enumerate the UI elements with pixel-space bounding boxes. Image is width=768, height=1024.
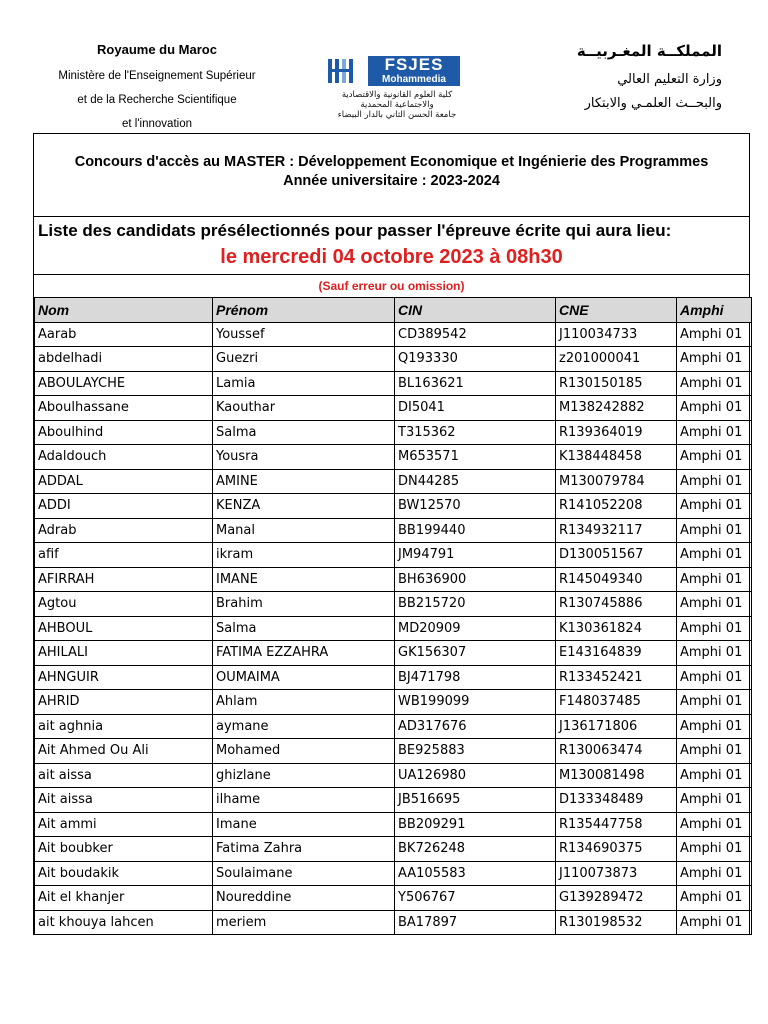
- cell-cne: R133452421: [556, 665, 677, 690]
- cell-cne: M138242882: [556, 396, 677, 421]
- table-row: [35, 592, 752, 617]
- cell-cne: K138448458: [556, 445, 677, 470]
- cell-cne: R141052208: [556, 494, 677, 519]
- ministry-line-1: Ministère de l'Enseignement Supérieur: [58, 70, 256, 82]
- list-title: Liste des candidats présélectionnés pour passer l'épreuve écrite qui aura lieu:: [38, 221, 672, 240]
- cell-cne: z201000041: [556, 347, 677, 372]
- cell-cin: BE925883: [395, 739, 556, 764]
- cell-cin: BB199440: [395, 518, 556, 543]
- cell-amphi: Amphi 01: [677, 518, 752, 543]
- cell-cin: BW12570: [395, 494, 556, 519]
- cell-cne: M130079784: [556, 469, 677, 494]
- cell-cin: BA17897: [395, 910, 556, 935]
- cell-cin: AD317676: [395, 714, 556, 739]
- cell-nom: ADDI: [35, 494, 213, 519]
- table-row: [35, 420, 752, 445]
- cell-amphi: Amphi 01: [677, 322, 752, 347]
- cell-amphi: Amphi 01: [677, 714, 752, 739]
- ministry-line-3: et l'innovation: [122, 118, 192, 130]
- cell-cin: WB199099: [395, 690, 556, 715]
- cell-amphi: Amphi 01: [677, 690, 752, 715]
- ministry-arabic-line-2: والبحــث العلمـي والابتكار: [584, 96, 722, 111]
- fsjes-logo: [322, 52, 472, 124]
- table-header-row: [35, 298, 752, 323]
- cell-cin: Q193330: [395, 347, 556, 372]
- cell-nom: AHILALI: [35, 641, 213, 666]
- cell-nom: Ait boubker: [35, 837, 213, 862]
- table-row: [35, 886, 752, 911]
- cell-amphi: Amphi 01: [677, 886, 752, 911]
- table-row: [35, 665, 752, 690]
- table-body: [35, 322, 752, 935]
- table-row: [35, 763, 752, 788]
- cell-cne: D133348489: [556, 788, 677, 813]
- cell-amphi: Amphi 01: [677, 543, 752, 568]
- logo-arabic-line-3: جامعة الحسن الثاني بالدار البيضاء: [337, 110, 457, 120]
- cell-nom: Agtou: [35, 592, 213, 617]
- table-row: [35, 396, 752, 421]
- cell-nom: AHNGUIR: [35, 665, 213, 690]
- cell-nom: Aboulhassane: [35, 396, 213, 421]
- logo-name: FSJES: [384, 55, 444, 74]
- cell-prenom: Mohamed: [213, 739, 395, 764]
- cell-prenom: ghizlane: [213, 763, 395, 788]
- table-row: [35, 812, 752, 837]
- cell-nom: Adrab: [35, 518, 213, 543]
- cell-nom: Aarab: [35, 322, 213, 347]
- cell-prenom: Yousra: [213, 445, 395, 470]
- cell-cin: JB516695: [395, 788, 556, 813]
- cell-amphi: Amphi 01: [677, 494, 752, 519]
- cell-amphi: Amphi 01: [677, 592, 752, 617]
- cell-amphi: Amphi 01: [677, 665, 752, 690]
- cell-cne: E143164839: [556, 641, 677, 666]
- cell-nom: ait khouya lahcen: [35, 910, 213, 935]
- table-row: [35, 739, 752, 764]
- university-logo-mark-icon: [326, 56, 360, 86]
- column-header-nom: Nom: [35, 298, 213, 323]
- cell-cne: R139364019: [556, 420, 677, 445]
- title-box: [34, 134, 749, 217]
- contest-title: Concours d'accès au MASTER : Développement Economique et Ingénierie des Programmes: [74, 154, 709, 170]
- cell-nom: ADDAL: [35, 469, 213, 494]
- cell-cne: D130051567: [556, 543, 677, 568]
- cell-amphi: Amphi 01: [677, 347, 752, 372]
- cell-cne: R135447758: [556, 812, 677, 837]
- cell-prenom: Imane: [213, 812, 395, 837]
- cell-cne: R130745886: [556, 592, 677, 617]
- cell-nom: Ait ammi: [35, 812, 213, 837]
- header-left-block: [52, 42, 262, 136]
- cell-prenom: OUMAIMA: [213, 665, 395, 690]
- cell-nom: Adaldouch: [35, 445, 213, 470]
- table-row: [35, 371, 752, 396]
- table-row: [35, 837, 752, 862]
- cell-prenom: aymane: [213, 714, 395, 739]
- cell-prenom: Kaouthar: [213, 396, 395, 421]
- cell-amphi: Amphi 01: [677, 861, 752, 886]
- cell-amphi: Amphi 01: [677, 812, 752, 837]
- column-header-prenom: Prénom: [213, 298, 395, 323]
- cell-amphi: Amphi 01: [677, 445, 752, 470]
- table-row: [35, 714, 752, 739]
- cell-cne: R130150185: [556, 371, 677, 396]
- table-row: [35, 322, 752, 347]
- cell-cin: CD389542: [395, 322, 556, 347]
- cell-prenom: ilhame: [213, 788, 395, 813]
- logo-text-box: [368, 56, 460, 86]
- cell-nom: afif: [35, 543, 213, 568]
- academic-year: Année universitaire : 2023-2024: [283, 173, 500, 189]
- country-name-arabic: المملكــة المغـربيــة: [576, 42, 722, 60]
- cell-nom: Ait Ahmed Ou Ali: [35, 739, 213, 764]
- logo-subname: Mohammedia: [382, 74, 446, 85]
- cell-prenom: Lamia: [213, 371, 395, 396]
- cell-cne: R130063474: [556, 739, 677, 764]
- table-row: [35, 910, 752, 935]
- cell-amphi: Amphi 01: [677, 910, 752, 935]
- cell-prenom: AMINE: [213, 469, 395, 494]
- cell-cin: JM94791: [395, 543, 556, 568]
- cell-amphi: Amphi 01: [677, 763, 752, 788]
- cell-prenom: IMANE: [213, 567, 395, 592]
- cell-nom: Aboulhind: [35, 420, 213, 445]
- cell-cin: BB215720: [395, 592, 556, 617]
- country-name: Royaume du Maroc: [97, 42, 217, 57]
- table-row: [35, 347, 752, 372]
- logo-arabic-line-2: والاجتماعية المحمدية: [360, 100, 434, 110]
- cell-cne: F148037485: [556, 690, 677, 715]
- cell-cne: J110073873: [556, 861, 677, 886]
- cell-prenom: Salma: [213, 420, 395, 445]
- cell-cin: GK156307: [395, 641, 556, 666]
- table-row: [35, 641, 752, 666]
- table-row: [35, 567, 752, 592]
- cell-prenom: ikram: [213, 543, 395, 568]
- column-header-amphi: Amphi: [677, 298, 752, 323]
- cell-cin: MD20909: [395, 616, 556, 641]
- cell-nom: ABOULAYCHE: [35, 371, 213, 396]
- cell-nom: Ait aissa: [35, 788, 213, 813]
- cell-prenom: Noureddine: [213, 886, 395, 911]
- ministry-line-2: et de la Recherche Scientifique: [77, 94, 237, 106]
- cell-cne: R134690375: [556, 837, 677, 862]
- logo-arabic-line-1: كلية العلوم القانونية والاقتصادية: [341, 90, 453, 100]
- cell-cne: R145049340: [556, 567, 677, 592]
- cell-prenom: KENZA: [213, 494, 395, 519]
- table-row: [35, 690, 752, 715]
- cell-amphi: Amphi 01: [677, 788, 752, 813]
- cell-amphi: Amphi 01: [677, 469, 752, 494]
- cell-nom: Ait boudakik: [35, 861, 213, 886]
- exam-date: le mercredi 04 octobre 2023 à 08h30: [220, 246, 563, 268]
- cell-cne: R134932117: [556, 518, 677, 543]
- cell-nom: ait aissa: [35, 763, 213, 788]
- cell-cne: M130081498: [556, 763, 677, 788]
- cell-amphi: Amphi 01: [677, 371, 752, 396]
- cell-nom: ait aghnia: [35, 714, 213, 739]
- cell-cne: R130198532: [556, 910, 677, 935]
- cell-prenom: FATIMA EZZAHRA: [213, 641, 395, 666]
- cell-cin: BJ471798: [395, 665, 556, 690]
- table-row: [35, 494, 752, 519]
- cell-cin: DI5041: [395, 396, 556, 421]
- cell-prenom: Youssef: [213, 322, 395, 347]
- cell-prenom: Salma: [213, 616, 395, 641]
- cell-cin: BB209291: [395, 812, 556, 837]
- cell-prenom: Guezri: [213, 347, 395, 372]
- divider: [34, 274, 749, 275]
- cell-nom: AHRID: [35, 690, 213, 715]
- column-header-cne: CNE: [556, 298, 677, 323]
- cell-amphi: Amphi 01: [677, 641, 752, 666]
- cell-prenom: Fatima Zahra: [213, 837, 395, 862]
- table-row: [35, 543, 752, 568]
- cell-amphi: Amphi 01: [677, 567, 752, 592]
- cell-amphi: Amphi 01: [677, 616, 752, 641]
- table-row: [35, 861, 752, 886]
- cell-cin: M653571: [395, 445, 556, 470]
- table-row: [35, 788, 752, 813]
- cell-cne: J136171806: [556, 714, 677, 739]
- cell-nom: Ait el khanjer: [35, 886, 213, 911]
- cell-amphi: Amphi 01: [677, 739, 752, 764]
- logo-arabic-text: [322, 90, 472, 120]
- cell-cne: G139289472: [556, 886, 677, 911]
- cell-nom: AFIRRAH: [35, 567, 213, 592]
- table-row: [35, 616, 752, 641]
- table-row: [35, 445, 752, 470]
- cell-nom: AHBOUL: [35, 616, 213, 641]
- cell-prenom: Soulaimane: [213, 861, 395, 886]
- cell-cin: DN44285: [395, 469, 556, 494]
- cell-cin: BL163621: [395, 371, 556, 396]
- disclaimer: (Sauf erreur ou omission): [318, 279, 465, 293]
- candidates-table: [34, 297, 752, 935]
- cell-cin: UA126980: [395, 763, 556, 788]
- ministry-arabic-line-1: وزارة التعليم العالي: [617, 72, 722, 87]
- cell-nom: abdelhadi: [35, 347, 213, 372]
- cell-prenom: Brahim: [213, 592, 395, 617]
- cell-cin: T315362: [395, 420, 556, 445]
- cell-prenom: meriem: [213, 910, 395, 935]
- cell-amphi: Amphi 01: [677, 396, 752, 421]
- document-frame: [33, 133, 750, 935]
- cell-amphi: Amphi 01: [677, 837, 752, 862]
- cell-cne: K130361824: [556, 616, 677, 641]
- table-row: [35, 518, 752, 543]
- column-header-cin: CIN: [395, 298, 556, 323]
- table-row: [35, 469, 752, 494]
- cell-prenom: Manal: [213, 518, 395, 543]
- cell-cin: Y506767: [395, 886, 556, 911]
- cell-cin: AA105583: [395, 861, 556, 886]
- cell-cin: BH636900: [395, 567, 556, 592]
- cell-cin: BK726248: [395, 837, 556, 862]
- cell-cne: J110034733: [556, 322, 677, 347]
- cell-amphi: Amphi 01: [677, 420, 752, 445]
- cell-prenom: Ahlam: [213, 690, 395, 715]
- header-right-block: [522, 42, 722, 116]
